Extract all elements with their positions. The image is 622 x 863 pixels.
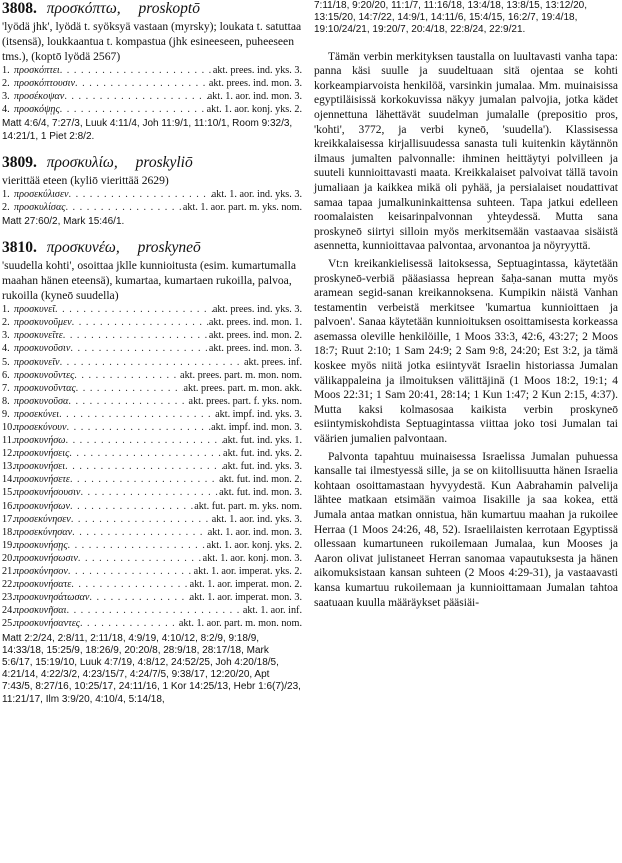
form-parse: akt. prees. ind. mon. 3. xyxy=(208,343,302,355)
entry-3808 xyxy=(2,0,302,143)
form-greek: προσκυνησάτωσαν xyxy=(14,592,90,604)
form-row xyxy=(2,342,302,355)
entry-greek: προσκυλίω, xyxy=(46,153,118,171)
form-row xyxy=(2,90,302,103)
form-row xyxy=(2,473,302,486)
form-number: 15. xyxy=(2,487,15,499)
form-row xyxy=(2,578,302,591)
leader-dots xyxy=(89,591,189,604)
leader-dots xyxy=(70,473,219,486)
form-parse: akt. 1. aor. ind. yks. 3. xyxy=(211,188,302,200)
form-row xyxy=(2,617,302,630)
leader-dots xyxy=(65,201,182,214)
form-greek: προσκυνεῖν xyxy=(14,356,60,368)
leader-dots xyxy=(72,526,208,539)
form-greek: προσκόψῃς xyxy=(14,104,60,116)
form-list xyxy=(2,64,302,116)
form-row xyxy=(2,77,302,90)
form-parse: akt. fut. ind. yks. 1. xyxy=(223,435,302,447)
leader-dots xyxy=(65,434,223,447)
form-number: 4. xyxy=(2,343,10,355)
form-number: 8. xyxy=(2,395,10,407)
form-parse: akt. 1. aor. ind. yks. 3. xyxy=(211,513,302,525)
form-number: 10. xyxy=(2,422,15,434)
leader-dots xyxy=(59,408,215,421)
form-number: 2. xyxy=(2,78,10,90)
form-row xyxy=(2,591,302,604)
form-greek: προσκυλίσας xyxy=(14,201,66,213)
leader-dots xyxy=(78,552,203,565)
form-number: 1. xyxy=(2,188,10,200)
entry-references: Matt 4:6/4, 7:27/3, Luuk 4:11/4, Joh 11:9/1, 11:10/1, Room 9:32/3, 14:21/1, 1 Piet 2:8/2. xyxy=(2,118,293,142)
form-row xyxy=(2,408,302,421)
form-parse: akt. 1. aor. imperat. mon. 3. xyxy=(189,592,302,604)
form-greek: προσκυνήσουσιν xyxy=(14,487,81,499)
form-parse: akt. 1. aor. konj. yks. 2. xyxy=(206,539,302,551)
form-greek: προσκυνήσεις xyxy=(14,448,70,460)
form-number: 24. xyxy=(2,605,15,617)
form-row xyxy=(2,329,302,342)
form-greek: προσκόπτει xyxy=(14,65,60,76)
form-parse: akt. fut. ind. yks. 2. xyxy=(223,448,302,460)
form-parse: akt. prees. part. f. yks. nom. xyxy=(188,395,302,407)
entry-definition: 'suudella kohti', osoittaa jklle kunnioitusta (esim. kumartumalla maahan hänen eteensä), kumartaa, kumartaen rukoilla, palvoa, rukoilla (kyneō suudella) xyxy=(2,259,296,303)
leader-dots xyxy=(68,395,188,408)
form-number: 5. xyxy=(2,356,10,368)
form-row xyxy=(2,316,302,329)
left-column xyxy=(2,0,302,717)
form-parse: akt. impf. ind. yks. 3. xyxy=(215,408,302,420)
entry-3809 xyxy=(2,154,302,228)
form-greek: προσκυνήσει xyxy=(14,461,66,473)
form-number: 2. xyxy=(2,201,10,213)
form-number: 25. xyxy=(2,618,15,630)
form-row xyxy=(2,486,302,499)
form-row xyxy=(2,369,302,382)
form-row xyxy=(2,565,302,578)
form-number: 18. xyxy=(2,526,15,538)
form-greek: προσκυνήσω xyxy=(14,435,66,447)
leader-dots xyxy=(55,303,213,316)
leader-dots xyxy=(70,342,209,355)
form-greek: προσέκοψαν xyxy=(14,91,65,103)
entry-heading xyxy=(2,0,302,17)
form-greek: προσκυνήσων xyxy=(14,500,70,512)
form-greek: προσεκύνουν xyxy=(14,422,67,434)
form-greek: προσεκύλισεν xyxy=(14,188,69,200)
leader-dots xyxy=(60,356,244,369)
form-list xyxy=(2,303,302,630)
form-number: 9. xyxy=(2,408,10,420)
form-number: 13. xyxy=(2,461,15,473)
form-number: 1. xyxy=(2,65,10,76)
form-parse: akt. 1. aor. ind. mon. 3. xyxy=(207,91,302,103)
form-parse: akt. prees. ind. mon. 1. xyxy=(208,317,302,329)
form-row xyxy=(2,395,302,408)
leader-dots xyxy=(69,447,223,460)
entry-heading xyxy=(2,154,302,171)
form-greek: προσκυνήσωσιν xyxy=(14,552,78,564)
form-number: 2. xyxy=(2,317,10,329)
form-parse: akt. prees. part. m. mon. nom. xyxy=(180,369,302,381)
leader-dots xyxy=(63,329,209,342)
form-row xyxy=(2,513,302,526)
form-number: 7. xyxy=(2,382,10,394)
form-number: 21. xyxy=(2,566,15,578)
entry-references: Matt 27:60/2, Mark 15:46/1. xyxy=(2,215,125,227)
entry-greek: προσκυνέω, xyxy=(46,239,120,257)
entry-number: 3810. xyxy=(2,239,37,257)
form-row xyxy=(2,604,302,617)
leader-dots xyxy=(68,565,194,578)
leader-dots xyxy=(74,369,180,382)
form-greek: προσκυνεῖτε xyxy=(14,330,63,342)
form-row xyxy=(2,356,302,369)
form-row xyxy=(2,552,302,565)
entry-definition: vierittää eteen (kyliō vierittää 2629) xyxy=(2,173,169,187)
form-number: 1. xyxy=(2,304,10,316)
leader-dots xyxy=(75,77,209,90)
form-parse: akt. prees. ind. mon. 3. xyxy=(208,78,302,90)
form-number: 23. xyxy=(2,592,15,604)
form-list xyxy=(2,188,302,214)
form-number: 12. xyxy=(2,448,15,460)
entry-translit: proskyneō xyxy=(137,239,201,257)
form-parse: akt. impf. ind. mon. 3. xyxy=(211,422,302,434)
form-row xyxy=(2,64,302,77)
form-row xyxy=(2,447,302,460)
entry-number: 3809. xyxy=(2,153,37,171)
entry-translit: proskoptō xyxy=(138,0,200,17)
form-greek: προσκύνησον xyxy=(14,566,68,578)
leader-dots xyxy=(76,382,184,395)
form-parse: akt. prees. inf. xyxy=(244,356,302,368)
leader-dots xyxy=(69,188,212,201)
form-parse: akt. 1. aor. konj. yks. 2. xyxy=(206,104,302,116)
form-row xyxy=(2,434,302,447)
form-parse: akt. 1. aor. imperat. mon. 2. xyxy=(189,579,302,591)
form-parse: akt. fut. part. m. yks. nom. xyxy=(194,500,302,512)
form-number: 17. xyxy=(2,513,15,525)
form-parse: akt. 1. aor. part. m. mon. nom. xyxy=(178,618,302,630)
body-paragraph: Tämän verbin merkityksen taustalla on luultavasti vanha tapa: panna käsi suulle ja suudeltuaan sitä ojentaa se kohti korkeampiarvoista henkilöä, varsinkin jumalaa. Mm. muinaisissa egyptiläisissä korkokuvissa näkyy jumalan palvojia, jotka kädet ojennettuna lähettävät suudelman jumalalle (prepositio pros, 'kohti', 3772, ja verbi kyneō, 'suudella'). Klassisessa kreikkalaisessa kirjallisuudessa sanasta tuli kuitenkin käytännön ilmaus jumalten palvonnalle: ihminen heittäytyi polvilleen ja suuteli kunnioittavasti maata. Kreikkalaiset palvoivat tällä tavoin jumaliaan ja kaikkea mikä oli pyhää, ja persialaiset noudattivat samaa tapaa jumalkuninkaittensa suhteen. Tapa jatkui edelleen roomalaisten keisarinpalvonnan yhteydessä. Mutta sana proskyneō siirtyi silloin myös merkitsemään vastaavaa sisäistä asennetta, kunnioittavaa palvontaa, arvonantoa ja nöyryyttä. xyxy=(314,50,618,253)
form-parse: akt. 1. aor. ind. mon. 3. xyxy=(207,526,302,538)
leader-dots xyxy=(80,486,219,499)
form-number: 3. xyxy=(2,330,10,342)
form-greek: προσκυνεῖ xyxy=(14,304,56,316)
form-number: 4. xyxy=(2,104,10,116)
form-parse: akt. 1. aor. part. m. yks. nom. xyxy=(182,201,302,213)
form-number: 14. xyxy=(2,474,15,486)
form-greek: προσκόπτουσιν xyxy=(14,78,75,90)
form-row xyxy=(2,421,302,434)
form-greek: προσεκύνησεν xyxy=(14,513,71,525)
form-number: 20. xyxy=(2,552,15,564)
form-row xyxy=(2,460,302,473)
leader-dots xyxy=(60,64,213,77)
form-parse: akt. prees. ind. yks. 3. xyxy=(212,65,302,76)
form-greek: προσκυνήσαντες xyxy=(14,618,80,630)
form-number: 19. xyxy=(2,539,15,551)
form-greek: προσκυνήσετε xyxy=(14,474,70,486)
form-row xyxy=(2,303,302,316)
entry-greek: προσκόπτω, xyxy=(46,0,121,17)
form-parse: akt. 1. aor. inf. xyxy=(242,605,302,617)
form-greek: προσκυνήσῃς xyxy=(14,539,68,551)
leader-dots xyxy=(60,103,207,116)
form-row xyxy=(2,382,302,395)
form-row xyxy=(2,500,302,513)
form-parse: akt. 1. aor. imperat. yks. 2. xyxy=(193,566,302,578)
form-number: 11. xyxy=(2,435,15,447)
entry-number: 3808. xyxy=(2,0,37,17)
form-parse: akt. prees. ind. mon. 2. xyxy=(208,330,302,342)
leader-dots xyxy=(71,578,189,591)
form-row xyxy=(2,188,302,201)
body-paragraph: Palvonta tapahtuu muinaisessa Israelissa Jumalan puhuessa kansalle tai ilmestyessä sille, ja se on kiitollisuutta hänen Israelia kohtaan osoittamastaan hyvyydestä. Kun Aabrahamin palvelija lähtee matkaan etsimään vaimoa Iisakille ja saa kokea, että Jumala antaa matkan onnistua, hän kumartuu maahan ja rukoilee Herraa (1 Moos 24:26, 48, 52). Israelilaisten kerrotaan Egyptissä ollessaan kumartuneen rukoilemaan Jumalaa, kun Mooses ja Aaron olivat julistaneet Herran sanomaa vapautuksesta ja hänen aikomuksistaan kansan suhteen (2 Moos 4:29-31), ja vastaavasti kansa kumartuu rukoilemaan ja kunnioittamaan Jumalan tahtoa saatuaan kuulla määräykset pääsiäi- xyxy=(314,450,618,609)
entry-3810 xyxy=(2,239,302,706)
leader-dots xyxy=(67,539,206,552)
form-greek: προσκυνοῦσιν xyxy=(14,343,71,355)
form-greek: προσκυνοῦντες xyxy=(14,369,75,381)
form-parse: akt. 1. aor. konj. mon. 3. xyxy=(202,552,302,564)
body-paragraph: Vt:n kreikankielisessä laitoksessa, Septuagintassa, käytetään proskyneō-verbiä pääasiassa heprean šaḥa-sanan mutta myös aramean segid-sanan kreikannoksena. Kumpikin näistä Vanhan testamentin verbeistä merkitsee 'kumartua kunnioittaen ja palvoen'. Sanaa käytetään kunnioituksen osoittamisesta korkeassa asemassa oleville henkilöille, 1 Moos 33:3, 42:6, 43:27; 2 Moos 18:7; Ruut 2:10; 1 Sam 24:9; 2 Sam 9:8, 24:20; Est 3:2, ja tämä koskee myös niitä jotka esiintyvät Israelin historiassa Jumalan välikappaleina ja ilmoituksen välittäjinä (1 Moos 18:2, 19:1; 4 Moos 22:31; 1 Sam 20:41, 28:14; 1 Kun 1:47; 2 Kun 2:15, 4:37). Mutta kaksi kolmasosaa kaikista verbin proskyneō esiintymiskohdista Septuagintassa viittaa joko tosi Jumalan tai väärien jumalien palvontaan. xyxy=(314,257,618,446)
form-greek: προσκυνοῦσα xyxy=(14,395,69,407)
leader-dots xyxy=(64,90,207,103)
form-parse: akt. fut. ind. mon. 2. xyxy=(219,474,302,486)
form-row xyxy=(2,201,302,214)
entry-references: Matt 2:2/24, 2:8/11, 2:11/18, 4:9/19, 4:10/12, 8:2/9, 9:18/9, 14:33/18, 15:25/9, 18:26/9, 20:20/8, 28:9/18, 28:17/18, Mark 5:6/17, 15:19/10, Luuk 4:7/19, 4:8/12, 24:52/25, Joh 4:20/18/5, 4:21/14, 4:22/3/2, 4:23/15/7, 4:24/7/5, 9:38/17, 12:20/20, Apt 7:43/5, 8:27/16, 10:25/17, 24:11/16, 1 Kor 14:25/13, Hebr 1:6(7)/23, 11:21/17, Ilm 3:9/20, 4:10/4, 5:14/18, xyxy=(2,632,301,705)
leader-dots xyxy=(65,460,223,473)
leader-dots xyxy=(71,513,212,526)
form-greek: προσκυνοῦντας xyxy=(14,382,76,394)
form-parse: akt. fut. ind. yks. 3. xyxy=(223,461,302,473)
form-greek: προσκυνήσατε xyxy=(14,579,72,591)
leader-dots xyxy=(72,316,209,329)
leader-dots xyxy=(70,500,194,513)
entry-definition: 'lyödä jhk', lyödä t. syöksyä vastaan (myrsky); loukata t. satuttaa (itsensä), loukkaantua t. kompastua (jhk esineeseen, puheeseen tms.), (koptō lyödä 2567) xyxy=(2,20,302,63)
leader-dots xyxy=(80,617,179,630)
entry-heading xyxy=(2,239,302,256)
form-greek: προσκυνοῦμεν xyxy=(14,317,72,329)
continued-references: 7:11/18, 9:20/20, 11:1/7, 11:16/18, 13:4/18, 13:8/15, 13:12/20, 13:15/20, 14:7/22, 14:9/1, 14:11/6, 15:4/15, 16:2/7, 19:4/18, 19:10/24/21, 19:20/7, 20:4/18, 22:8/24, 22:9/21. xyxy=(314,0,588,36)
form-row xyxy=(2,539,302,552)
form-row xyxy=(2,526,302,539)
right-column xyxy=(314,0,618,613)
form-parse: akt. prees. part. m. mon. akk. xyxy=(183,382,302,394)
form-number: 3. xyxy=(2,91,10,103)
form-number: 22. xyxy=(2,579,15,591)
form-number: 16. xyxy=(2,500,15,512)
form-greek: προσεκύνησαν xyxy=(14,526,73,538)
entry-translit: proskyliō xyxy=(135,153,193,171)
form-greek: προσεκύνει xyxy=(14,408,60,420)
form-parse: akt. fut. ind. mon. 3. xyxy=(219,487,302,499)
form-parse: akt. prees. ind. yks. 3. xyxy=(212,304,302,316)
form-number: 6. xyxy=(2,369,10,381)
form-greek: προσκυνῆσαι xyxy=(14,605,67,617)
leader-dots xyxy=(66,604,242,617)
form-row xyxy=(2,103,302,116)
leader-dots xyxy=(67,421,212,434)
